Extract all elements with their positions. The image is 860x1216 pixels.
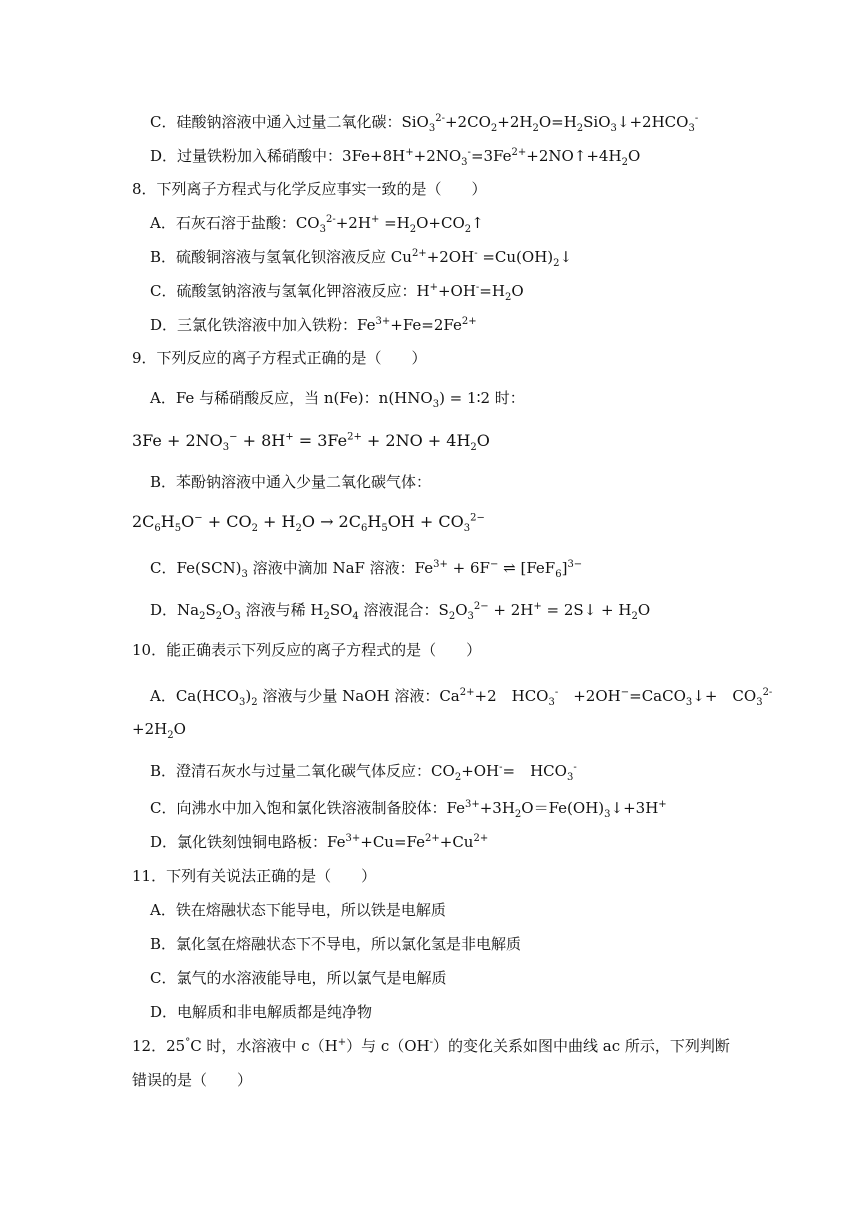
- line-q8d: D．三氯化铁溶液中加入铁粉：$Fe^{3+}+Fe=2Fe^{2+}$: [150, 316, 477, 334]
- line-q10a2: $+2H_2O$: [132, 720, 186, 741]
- line-q7d: D．过量铁粉加入稀硝酸中：$3Fe+8H^++2NO_3^-=3Fe^{2+}+2NO↑+4H_2O$: [150, 147, 641, 168]
- line-q9: 9．下列反应的离子方程式正确的是（ ）: [132, 349, 427, 367]
- line-q8a: A．石灰石溶于盐酸：$CO_3^{2-}+2H^+$ $=H_2O+CO_2↑$: [150, 214, 484, 235]
- line-q12b: 错误的是（ ）: [132, 1071, 253, 1089]
- line-q8: 8．下列离子方程式与化学反应事实一致的是（ ）: [132, 180, 487, 198]
- line-q10d: D．氯化铁刻蚀铜电路板：$Fe^{3+}+Cu=Fe^{2+}+Cu^{2+}$: [150, 833, 489, 851]
- line-q11: 11．下列有关说法正确的是（ ）: [132, 867, 377, 885]
- line-q9c: C．$Fe(SCN)_3$ 溶液中滴加 NaF 溶液：$Fe^{3+} + 6F^-$ ⇌ $[FeF_6]^{3-}$: [150, 559, 583, 580]
- line-q11d: D．电解质和非电解质都是纯净物: [150, 1003, 373, 1021]
- line-q12: 12．25°C 时，水溶液中 c（H+）与 c（OH-）的变化关系如图中曲线 ac 所示，下列判断: [132, 1037, 730, 1055]
- line-q9d: D．$Na_2S_2O_3$ 溶液与稀 $H_2SO_4$ 溶液混合：$S_2O_3^{2-} + 2H^+$ = 2S↓ + $H_2O$: [150, 601, 651, 622]
- line-q11b: B．氯化氢在熔融状态下不导电，所以氯化氢是非电解质: [150, 935, 522, 953]
- line-q11a: A．铁在熔融状态下能导电，所以铁是电解质: [150, 901, 446, 919]
- line-q8b: B．硫酸铜溶液与氢氧化钡溶液反应 $Cu^{2+}+2OH^-$ $=Cu(OH)_2↓$: [150, 248, 573, 269]
- line-q8c: C．硫酸氢钠溶液与氢氧化钾溶液反应：$H^++OH^-=H_2O$: [150, 282, 524, 303]
- line-q10: 10．能正确表示下列反应的离子方程式的是（ ）: [132, 641, 482, 659]
- line-q9a_eq: $3Fe + 2NO_3^- + 8H^+ = 3Fe^{2+} + 2NO + 4H_2O$: [132, 431, 490, 454]
- line-q10a: A．$Ca(HCO_3)_2$ 溶液与少量 NaOH 溶液：$Ca^{2+}+2$ $HCO_3^-$ +2OH−=CaCO$_3$↓+ $CO_3^{2-}$: [150, 687, 773, 708]
- line-q10c: C．向沸水中加入饱和氯化铁溶液制备胶体：$Fe^{3+}+3H_2O=Fe(OH)_3↓+3H^+$: [150, 799, 667, 820]
- line-q9b: B．苯酚钠溶液中通入少量二氧化碳气体：: [150, 473, 432, 491]
- line-q11c: C．氯气的水溶液能导电，所以氯气是电解质: [150, 969, 447, 987]
- line-q10b: B．澄清石灰水与过量二氧化碳气体反应：$CO_2+OH^-=$ $HCO_3^-$: [150, 762, 577, 783]
- line-q9a: A．Fe 与稀硝酸反应，当 n(Fe)：$n(HNO_3)$ = 1∶2 时：: [150, 389, 525, 410]
- line-q7c: C．硅酸钠溶液中通入过量二氧化碳：$SiO_3^{2-}+2CO_2+2H_2O=H_2SiO_3↓+2HCO_3^-$: [150, 113, 699, 134]
- line-q9b_eq: $2C_6H_5O^- + CO_2 + H_2O \to 2C_6H_5OH + CO_3^{2-}$: [132, 512, 485, 535]
